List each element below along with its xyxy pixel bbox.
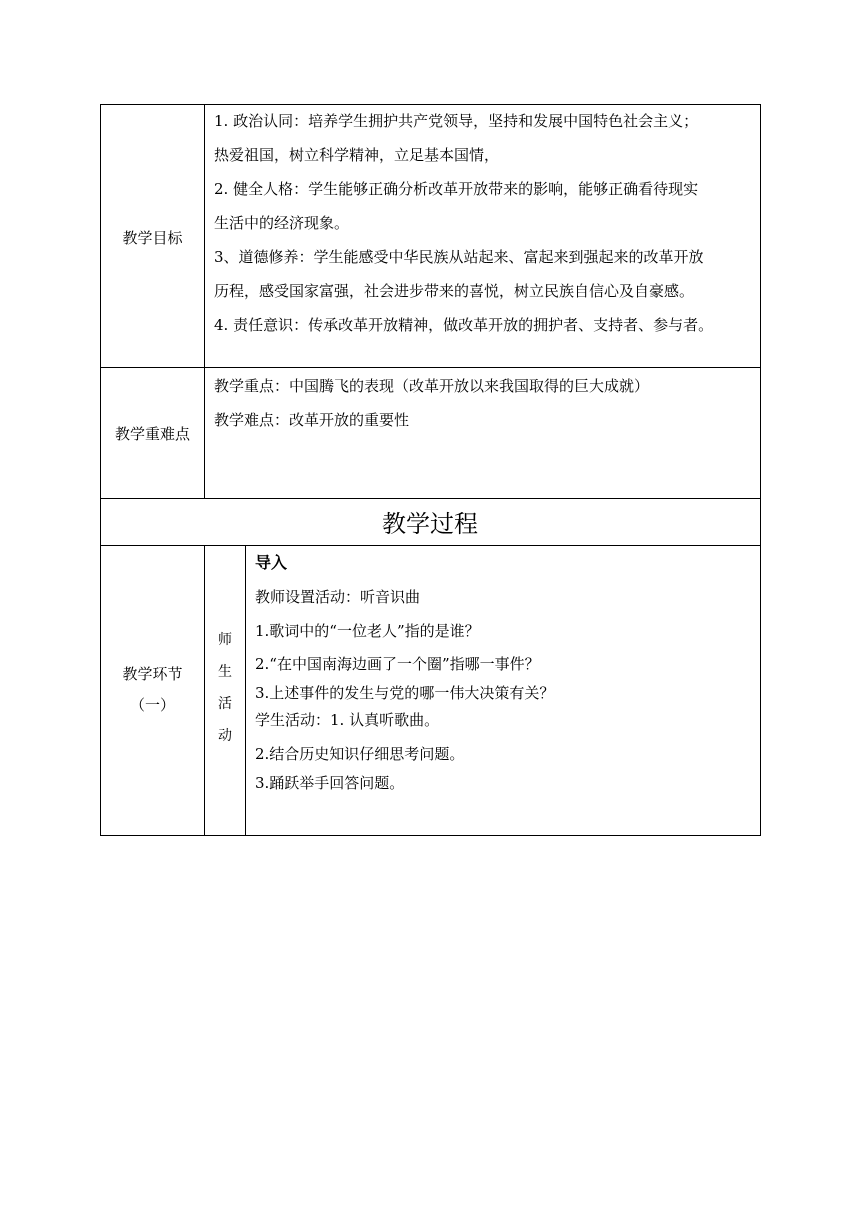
objectives-line: 热爱祖国，树立科学精神，立足基本国情， [214, 146, 500, 164]
vertical-char: 生 [218, 664, 232, 680]
stage-label: 教学环节 [122, 665, 183, 683]
stage-line: 教师设置活动：听音识曲 [255, 588, 421, 606]
vertical-char: 活 [218, 696, 232, 712]
objectives-line: 生活中的经济现象。 [214, 214, 350, 232]
vertical-char: 师 [218, 632, 232, 648]
table-border-bottom [100, 835, 761, 836]
keypoints-label: 教学重难点 [114, 425, 190, 443]
objectives-line: 3、道德修养：学生能感受中华民族从站起来、富起来到强起来的改革开放 [214, 248, 704, 266]
keypoints-line: 教学重点：中国腾飞的表现（改革开放以来我国取得的巨大成就） [214, 377, 650, 395]
stage-line: 1.歌词中的“一位老人”指的是谁？ [255, 622, 480, 640]
objectives-line: 4. 责任意识：传承改革开放精神，做改革开放的拥护者、支持者、参与者。 [214, 316, 714, 334]
table-border-left [100, 104, 101, 836]
stage-line: 2.“在中国南海边画了一个圈”指哪一事件？ [255, 655, 540, 673]
objectives-label: 教学目标 [122, 229, 183, 247]
row-divider [100, 498, 761, 499]
table-border-top [100, 104, 761, 105]
objectives-line: 1. 政治认同：培养学生拥护共产党领导，坚持和发展中国特色社会主义； [214, 112, 699, 130]
objectives-line: 历程，感受国家富强，社会进步带来的喜悦，树立民族自信心及自豪感。 [214, 282, 695, 300]
objectives-line: 2. 健全人格：学生能够正确分析改革开放带来的影响，能够正确看待现实 [214, 180, 699, 198]
vertical-char: 动 [218, 728, 232, 744]
stage-line: 3.踊跃举手回答问题。 [255, 774, 405, 792]
table-border-right [760, 104, 761, 836]
stage-label-sub: （一） [129, 696, 175, 714]
row-divider [100, 367, 761, 368]
keypoints-line: 教学难点：改革开放的重要性 [214, 411, 410, 429]
column-divider [245, 545, 246, 836]
column-divider [204, 104, 205, 499]
stage-line: 3.上述事件的发生与党的哪一伟大决策有关？ [255, 684, 555, 702]
activity-vertical-label [205, 630, 245, 758]
stage-line: 学生活动：1. 认真听歌曲。 [255, 711, 440, 729]
process-banner: 教学过程 [382, 510, 478, 538]
stage-heading: 导入 [255, 553, 288, 572]
stage-line: 2.结合历史知识仔细思考问题。 [255, 745, 465, 763]
